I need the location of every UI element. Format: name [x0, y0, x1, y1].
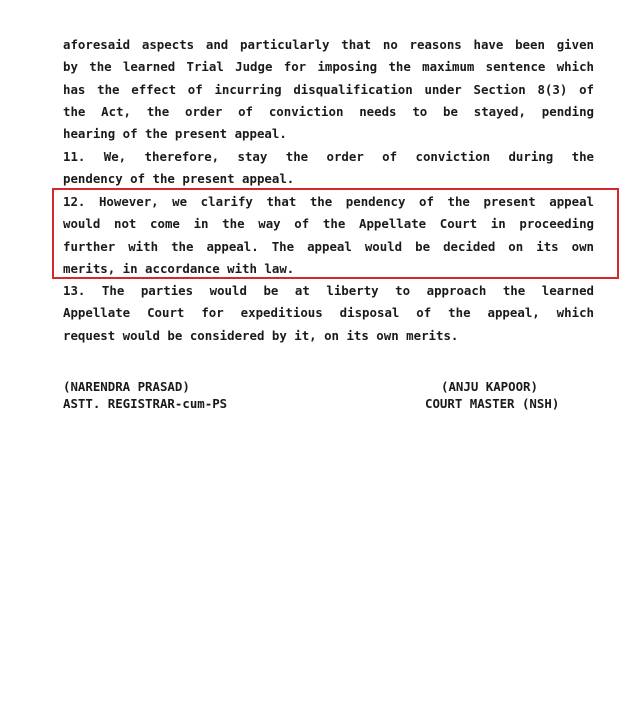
text-line: aforesaid aspects and particularly that no reasons have been given [63, 37, 594, 52]
signature-block-left [63, 378, 227, 412]
text-line: the Act, the order of conviction needs to be stayed, pending [63, 103, 594, 119]
text-line: merits, in accordance with law. [63, 260, 295, 276]
paragraph-13 [63, 280, 594, 347]
signatory-title: COURT MASTER (NSH) [425, 396, 560, 411]
paragraph-11 [63, 146, 594, 191]
text-line: would not come in the way of the Appellate Court in proceeding [63, 216, 594, 232]
text-line: pendency of the present appeal. [63, 171, 295, 187]
signatory-name: (ANJU KAPOOR) [441, 379, 538, 394]
text-line: further with the appeal. The appeal would be decided on its own [63, 238, 594, 254]
text-line: request would be considered by it, on its own merits. [63, 327, 459, 343]
text-line: hearing of the present appeal. [63, 126, 287, 142]
signatory-name: (NARENDRA PRASAD) [63, 379, 190, 394]
text-line: has the effect of incurring disqualification under Section 8(3) of [63, 81, 594, 97]
text-line: 11. We, therefore, stay the order of conviction during the [63, 149, 594, 164]
text-line: 12. However, we clarify that the pendency of the present appeal [63, 194, 594, 209]
signature-block-right [425, 378, 559, 412]
text-line: Appellate Court for expeditious disposal of the appeal, which [63, 305, 594, 321]
text-line: 13. The parties would be at liberty to approach the learned [63, 283, 594, 298]
text-line: by the learned Trial Judge for imposing the maximum sentence which [63, 59, 594, 75]
paragraph-12 [63, 191, 594, 280]
signatory-title: ASTT. REGISTRAR-cum-PS [63, 396, 228, 411]
paragraph-continuation [63, 34, 594, 145]
